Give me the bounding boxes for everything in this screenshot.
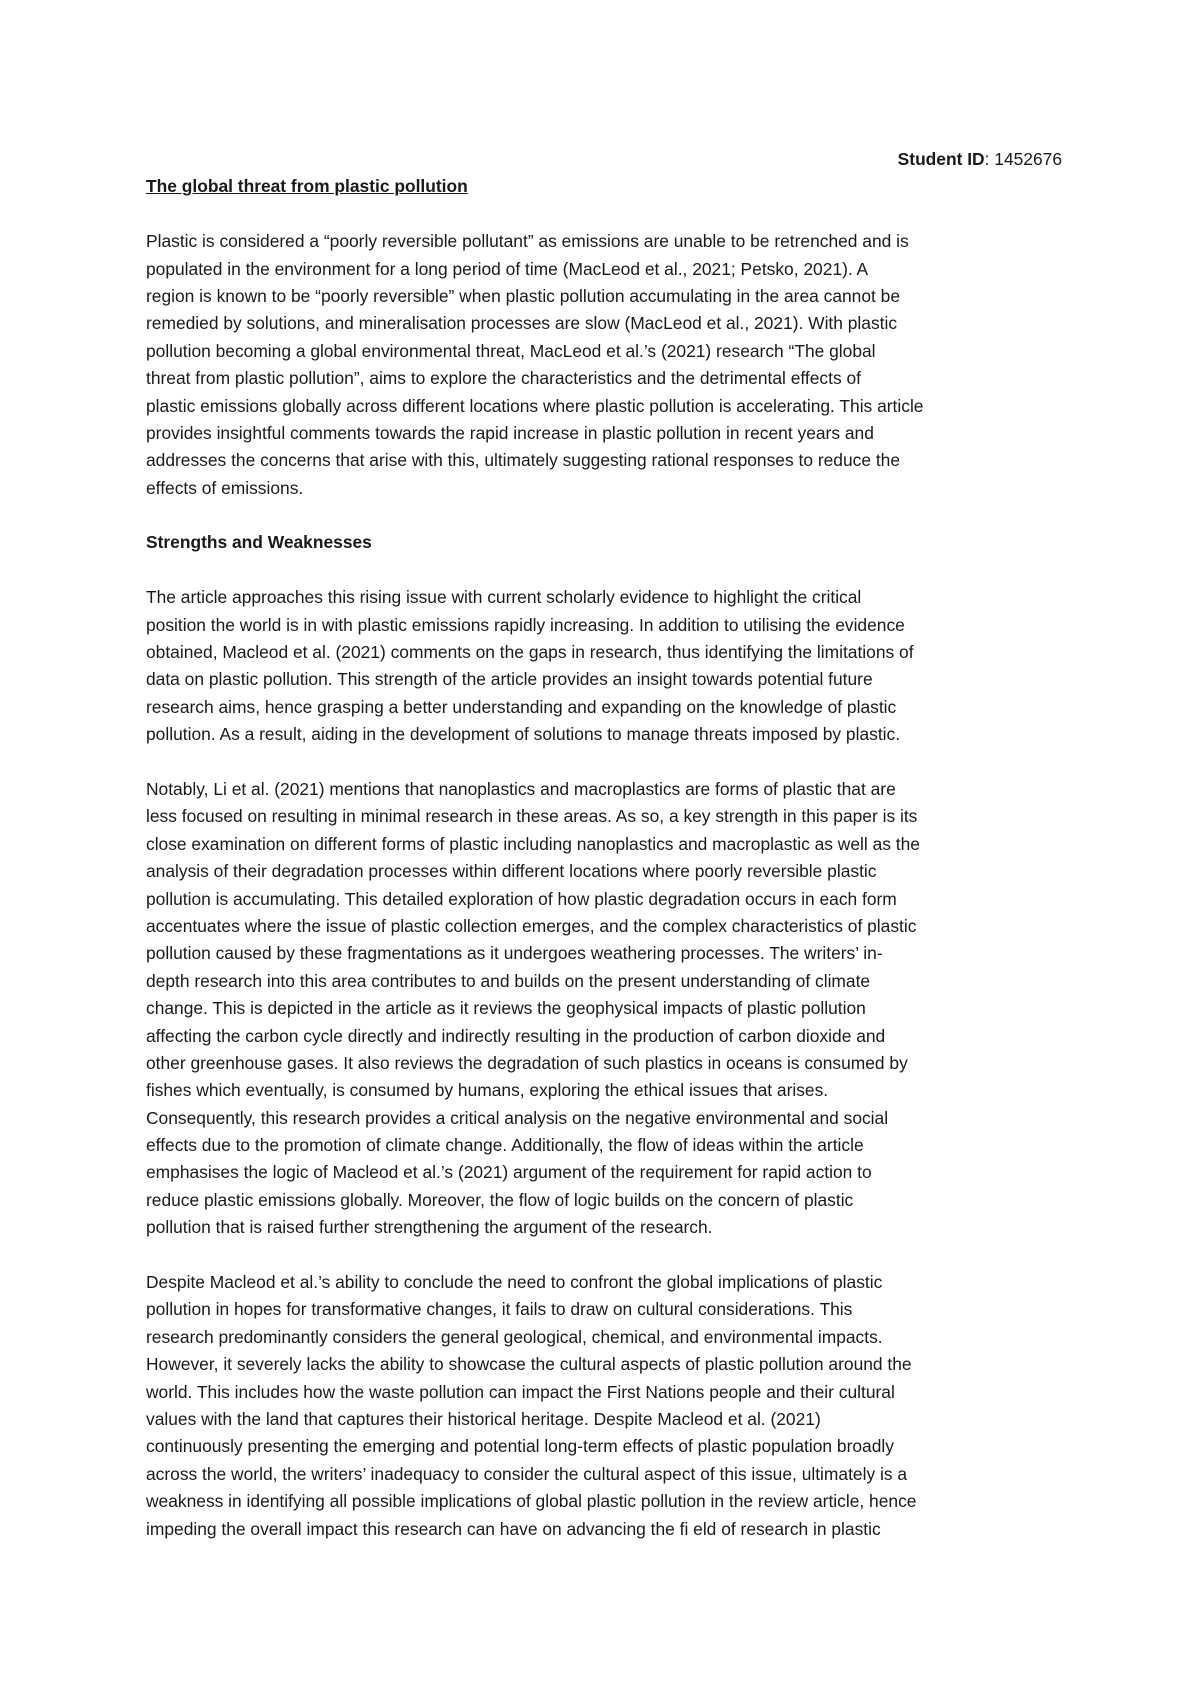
student-id-line (146, 146, 1062, 173)
text-line: threat from plastic pollution”, aims to explore the characteristics and the detrimental effects of (146, 368, 861, 389)
text-line: reduce plastic emissions globally. Moreover, the flow of logic builds on the concern of plastic (146, 1189, 854, 1210)
text-line: effects due to the promotion of climate change. Additionally, the flow of ideas within the article (146, 1135, 864, 1156)
document-body (146, 146, 1062, 1570)
text-line: populated in the environment for a long period of time (MacLeod et al., 2021; Petsko, 2021). A (146, 258, 869, 279)
student-id-label: Student ID (897, 149, 985, 169)
text-line: across the world, the writers’ inadequacy to consider the cultural aspect of this issue, ultimately is a (146, 1463, 908, 1484)
text-line: remedied by solutions, and mineralisation processes are slow (MacLeod et al., 2021). With plastic (146, 313, 898, 334)
text-line: However, it severely lacks the ability to showcase the cultural aspects of plastic pollution around the (146, 1354, 912, 1375)
text-line: pollution in hopes for transformative changes, it fails to draw on cultural considerations. This (146, 1299, 853, 1320)
weaknesses-paragraph (146, 1269, 1062, 1543)
student-id-value: 1452676 (994, 149, 1062, 169)
text-line: pollution caused by these fragmentations as it undergoes weathering processes. The writers’ in- (146, 943, 883, 964)
text-line: analysis of their degradation processes within different locations where poorly reversible plastic (146, 861, 877, 882)
text-line: accentuates where the issue of plastic collection emerges, and the complex characteristics of plastic (146, 915, 917, 936)
text-line: research predominantly considers the general geological, chemical, and environmental impacts. (146, 1326, 883, 1347)
text-line: pollution. As a result, aiding in the development of solutions to manage threats imposed by plastic. (146, 724, 901, 745)
text-line: pollution is accumulating. This detailed exploration of how plastic degradation occurs in each form (146, 888, 897, 909)
intro-paragraph (146, 228, 1062, 502)
text-line: close examination on different forms of plastic including nanoplastics and macroplastic as well as the (146, 833, 920, 854)
text-line: Consequently, this research provides a critical analysis on the negative environmental and social (146, 1107, 889, 1128)
text-line: pollution that is raised further strengthening the argument of the research. (146, 1217, 713, 1238)
section-heading: Strengths and Weaknesses (146, 532, 372, 553)
text-line: pollution becoming a global environmental threat, MacLeod et al.’s (2021) research “The global (146, 340, 876, 361)
student-id-separator: : (984, 149, 995, 169)
text-line: emphasises the logic of Macleod et al.’s (2021) argument of the requirement for rapid action to (146, 1162, 872, 1183)
text-line: obtained, Macleod et al. (2021) comments on the gaps in research, thus identifying the limitations of (146, 642, 914, 663)
text-line: addresses the concerns that arise with this, ultimately suggesting rational responses to reduce the (146, 450, 901, 471)
text-line: region is known to be “poorly reversible” when plastic pollution accumulating in the area cannot be (146, 285, 901, 306)
text-line: The article approaches this rising issue with current scholarly evidence to highlight the critical (146, 587, 862, 608)
text-line: impeding the overall impact this research can have on advancing the fi eld of research in plastic (146, 1518, 881, 1539)
strengths-paragraph-1 (146, 584, 1062, 748)
text-line: plastic emissions globally across different locations where plastic pollution is accelerating. This article (146, 395, 924, 416)
text-line: continuously presenting the emerging and potential long-term effects of plastic population broadly (146, 1436, 894, 1457)
document-title: The global threat from plastic pollution (146, 176, 468, 197)
text-line: data on plastic pollution. This strength of the article provides an insight towards potential future (146, 669, 873, 690)
text-line: research aims, hence grasping a better understanding and expanding on the knowledge of plastic (146, 696, 897, 717)
strengths-paragraph-2 (146, 776, 1062, 1242)
text-line: depth research into this area contributes to and builds on the present understanding of climate (146, 970, 871, 991)
text-line: Plastic is considered a “poorly reversible pollutant” as emissions are unable to be retrenched and is (146, 231, 909, 252)
text-line: affecting the carbon cycle directly and indirectly resulting in the production of carbon dioxide and (146, 1025, 886, 1046)
text-line: Despite Macleod et al.’s ability to conclude the need to confront the global implications of plastic (146, 1272, 883, 1293)
text-line: provides insightful comments towards the rapid increase in plastic pollution in recent years and (146, 422, 874, 443)
text-line: position the world is in with plastic emissions rapidly increasing. In addition to utilising the evidence (146, 614, 905, 635)
text-line: values with the land that captures their historical heritage. Despite Macleod et al. (2021) (146, 1408, 821, 1429)
text-line: change. This is depicted in the article as it reviews the geophysical impacts of plastic pollution (146, 998, 866, 1019)
text-line: less focused on resulting in minimal research in these areas. As so, a key strength in this paper is its (146, 806, 918, 827)
text-line: effects of emissions. (146, 477, 304, 498)
text-line: other greenhouse gases. It also reviews the degradation of such plastics in oceans is consumed by (146, 1052, 908, 1073)
text-line: world. This includes how the waste pollution can impact the First Nations people and their cultural (146, 1381, 895, 1402)
text-line: fishes which eventually, is consumed by humans, exploring the ethical issues that arises. (146, 1080, 829, 1101)
text-line: weakness in identifying all possible implications of global plastic pollution in the review article, hence (146, 1491, 917, 1512)
text-line: Notably, Li et al. (2021) mentions that nanoplastics and macroplastics are forms of plastic that are (146, 778, 896, 799)
